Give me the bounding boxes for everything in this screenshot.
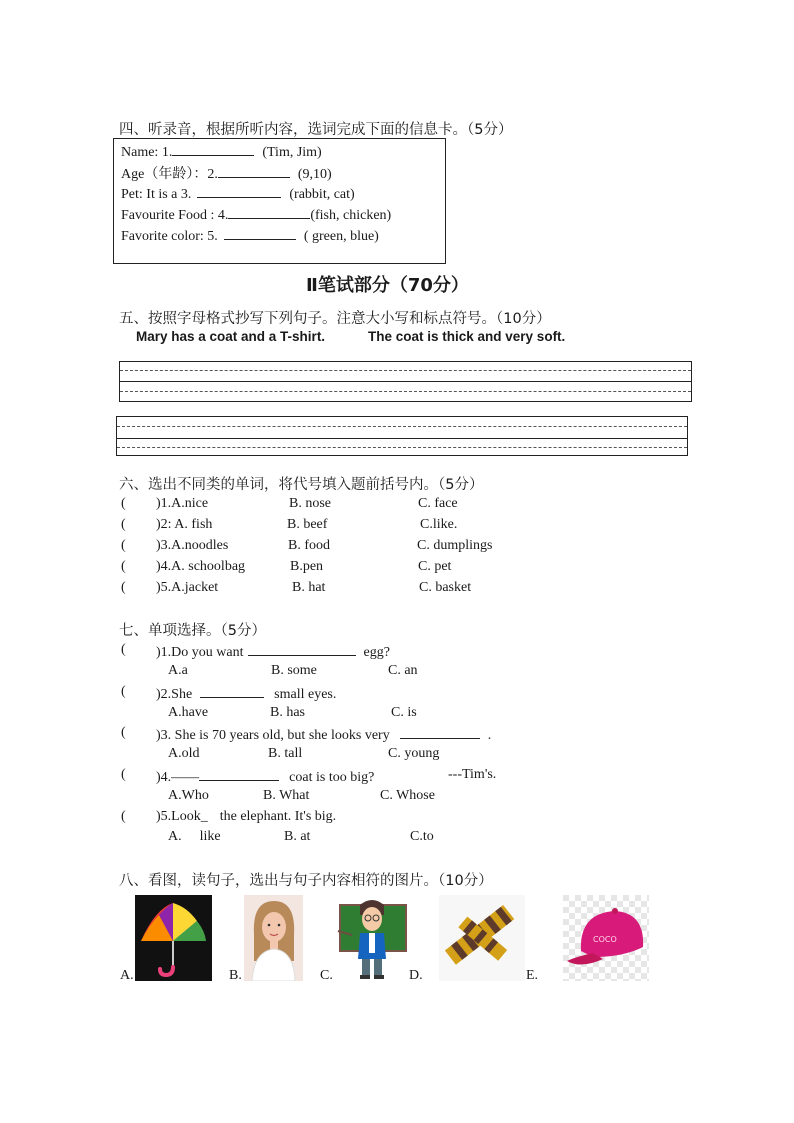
- girl-image: [244, 895, 303, 981]
- q7-4-b: B. What: [263, 788, 310, 803]
- q6-4-b: B.pen: [290, 559, 324, 574]
- q7-4-reply: ---Tim's.: [448, 767, 497, 782]
- q7-3-c: C. young: [388, 746, 440, 761]
- umbrella-image: [135, 895, 212, 981]
- q7-4-c: C. Whose: [380, 788, 435, 803]
- q7-5-b: B. at: [284, 829, 311, 844]
- q7-2-c: C. is: [391, 705, 417, 720]
- q7-5: )5.Look_ the elephant. It's big.: [156, 809, 337, 824]
- section8-heading: 八、看图，读句子，选出与句子内容相符的图片。（10分）: [119, 873, 493, 889]
- card-line-color: Favorite color: 5. ( green, blue): [121, 226, 379, 245]
- q7-1-b: B. some: [271, 663, 317, 678]
- q7-2-b: B. has: [270, 705, 305, 720]
- pic-label-d: D.: [409, 968, 423, 983]
- question-bracket: (: [121, 809, 126, 824]
- q7-2: )2.She small eyes.: [156, 684, 336, 703]
- q6-4-c: C. pet: [418, 559, 452, 574]
- q7-5-c: C.to: [410, 829, 434, 844]
- pic-label-b: B.: [229, 968, 242, 983]
- copy-sentence-1: Mary has a coat and a T-shirt.: [136, 329, 326, 344]
- answer-blank[interactable]: [200, 684, 264, 698]
- question-bracket: (: [121, 538, 126, 553]
- cap-image: [563, 895, 649, 981]
- q7-3-b: B. tall: [268, 746, 303, 761]
- answer-blank[interactable]: [172, 142, 254, 156]
- q6-3-c: C. dumplings: [417, 538, 493, 553]
- q6-1-c: C. face: [418, 496, 458, 511]
- q6-4: )4.A. schoolbag: [156, 559, 246, 574]
- answer-blank[interactable]: [248, 642, 356, 656]
- question-bracket: (: [121, 725, 126, 740]
- card-line-age: Age（年龄）：2. (9,10): [121, 163, 332, 183]
- q7-1: )1.Do you want egg?: [156, 642, 390, 661]
- question-bracket: (: [121, 767, 126, 782]
- question-bracket: (: [121, 559, 126, 574]
- writing-lines-2[interactable]: [116, 416, 688, 456]
- q7-3-a: A.old: [168, 746, 200, 761]
- card-line-name: Name: 1. (Tim, Jim): [121, 142, 322, 161]
- q7-2-a: A.have: [168, 705, 209, 720]
- q6-1-b: B. nose: [289, 496, 331, 511]
- writing-lines-1[interactable]: [119, 361, 692, 402]
- q7-5-a: A. like: [168, 829, 221, 844]
- answer-blank[interactable]: [228, 205, 310, 219]
- copy-sentence-2: The coat is thick and very soft.: [368, 329, 566, 344]
- q7-1-c: C. an: [388, 663, 418, 678]
- section4-heading: 四、听录音，根据所听内容，选词完成下面的信息卡。（5分）: [119, 122, 513, 138]
- card-line-pet: Pet: It is a 3. (rabbit, cat): [121, 184, 355, 203]
- question-bracket: (: [121, 580, 126, 595]
- q6-5-b: B. hat: [292, 580, 326, 595]
- section6-heading: 六、选出不同类的单词，将代号填入题前括号内。（5分）: [119, 477, 484, 493]
- q6-3: )3.A.noodles: [156, 538, 229, 553]
- question-bracket: (: [121, 496, 126, 511]
- q7-4: )4.—— coat is too big?: [156, 767, 374, 786]
- q6-5: )5.A.jacket: [156, 580, 219, 595]
- question-bracket: (: [121, 517, 126, 532]
- q6-3-b: B. food: [288, 538, 330, 553]
- pic-label-c: C.: [320, 968, 333, 983]
- question-bracket: (: [121, 684, 126, 699]
- pic-label-e: E.: [526, 968, 539, 983]
- q7-3: )3. She is 70 years old, but she looks very .: [156, 725, 491, 744]
- answer-blank[interactable]: [224, 226, 296, 240]
- q6-1: )1.A.nice: [156, 496, 209, 511]
- answer-blank[interactable]: [197, 184, 281, 198]
- q6-2: )2: A. fish: [156, 517, 213, 532]
- q6-2-b: B. beef: [287, 517, 328, 532]
- q6-5-c: C. basket: [419, 580, 472, 595]
- answer-blank[interactable]: [199, 767, 279, 781]
- card-line-food: Favourite Food : 4. (fish, chicken): [121, 205, 391, 224]
- q6-2-c: C.like.: [420, 517, 458, 532]
- teacher-image: [334, 895, 408, 981]
- answer-blank[interactable]: [400, 725, 480, 739]
- section7-heading: 七、单项选择。（5分）: [119, 623, 266, 639]
- section5-heading: 五、按照字母格式抄写下列句子。注意大小写和标点符号。（10分）: [119, 311, 551, 327]
- info-card: [113, 138, 446, 264]
- question-bracket: (: [121, 642, 126, 657]
- cap-logo-text: COCO: [593, 935, 617, 944]
- answer-blank[interactable]: [218, 164, 290, 178]
- q7-1-a: A.a: [168, 663, 188, 678]
- part2-title: Ⅱ笔试部分（70分）: [306, 275, 469, 296]
- scarf-image: [439, 895, 525, 981]
- q7-4-a: A.Who: [168, 788, 209, 803]
- pic-label-a: A.: [120, 968, 134, 983]
